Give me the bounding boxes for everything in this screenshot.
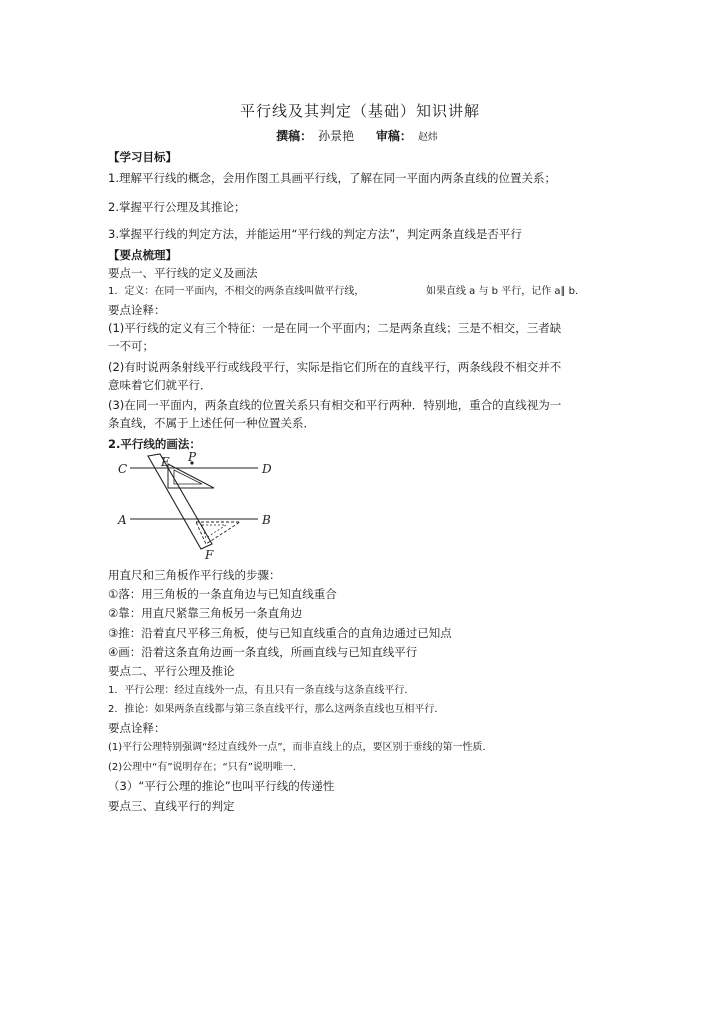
point3-heading: 要点三、直线平行的判定 xyxy=(108,799,235,813)
reviewer-name: 赵炜 xyxy=(417,132,438,143)
label-f: F xyxy=(205,548,214,562)
point1-note: (3)在同一平面内，两条直线的位置关系只有相交和平行两种．特别地，重合的直线视为一 xyxy=(108,398,562,412)
point1-note-heading: 要点诠释： xyxy=(108,303,166,317)
writer-name: 孙景艳 xyxy=(318,129,355,143)
writer-label: 撰稿： xyxy=(276,129,313,143)
label-c: C xyxy=(118,462,128,476)
label-b: B xyxy=(262,513,271,527)
point1-note: (1)平行线的定义有三个特征：一是在同一个平面内；二是两条直线；三是不相交，三者缺 xyxy=(108,321,562,335)
reviewer xyxy=(376,129,444,143)
step-item: ①落：用三角板的一条直角边与已知直线重合 xyxy=(108,587,337,601)
label-e: E xyxy=(161,455,170,469)
goals-heading: 【学习目标】 xyxy=(108,150,177,164)
point2-note: (1)平行公理特别强调“经过直线外一点”，而非直线上的点，要区别于垂线的第一性质． xyxy=(108,742,493,753)
point2-axiom: 1．平行公理：经过直线外一点，有且只有一条直线与这条直线平行． xyxy=(108,685,415,696)
goal-item: 1.理解平行线的概念，会用作图工具画平行线，了解在同一平面内两条直线的位置关系； xyxy=(108,171,556,185)
label-a: A xyxy=(118,513,127,527)
parallel-line-figure xyxy=(108,452,288,562)
point1-note: 条直线，不属于上述任何一种位置关系． xyxy=(108,416,315,430)
drawing-heading: 2.平行线的画法： xyxy=(108,437,201,451)
point2-corollary: 2．推论：如果两条直线都与第三条直线平行，那么这两条直线也互相平行． xyxy=(108,704,445,715)
point2-note-heading: 要点诠释： xyxy=(108,721,166,735)
step-item: ③推：沿着直尺平移三角板，使与已知直线重合的直角边通过已知点 xyxy=(108,626,452,640)
goal-item: 2.掌握平行公理及其推论； xyxy=(108,200,246,214)
points-heading: 【要点梳理】 xyxy=(108,248,177,262)
step-item: ②靠：用直尺紧靠三角板另一条直角边 xyxy=(108,606,303,620)
label-d: D xyxy=(262,462,272,476)
point2-note: (2)公理中“有”说明存在；“只有”说明唯一． xyxy=(108,762,303,773)
point1-note: 一不可； xyxy=(108,339,154,353)
steps-heading: 用直尺和三角板作平行线的步骤： xyxy=(108,568,281,582)
point1-note: 意味着它们就平行． xyxy=(108,378,212,392)
step-item: ④画：沿着这条直角边画一条直线，所画直线与已知直线平行 xyxy=(108,645,418,659)
page-title: 平行线及其判定（基础）知识讲解 xyxy=(239,102,480,120)
author-line xyxy=(0,127,720,144)
point2-heading: 要点二、平行公理及推论 xyxy=(108,664,235,678)
label-p: P xyxy=(188,452,197,464)
writer xyxy=(276,129,360,143)
reviewer-label: 审稿： xyxy=(375,129,412,143)
triangle-inner xyxy=(174,470,202,484)
point1-definition: 1．定义：在同一平面内，不相交的两条直线叫做平行线， xyxy=(108,286,365,297)
point1-note: (2)有时说两条射线平行或线段平行，实际是指它们所在的直线平行，两条线段不相交并不 xyxy=(108,360,562,374)
point1-definition-notation: 如果直线 a 与 b 平行，记作 a∥ b． xyxy=(426,286,586,297)
point1-heading: 要点一、平行线的定义及画法 xyxy=(108,266,258,280)
point2-note: （3）“平行公理的推论”也叫平行线的传递性 xyxy=(108,779,335,793)
triangle-dashed-inner xyxy=(202,525,226,538)
goal-item: 3.掌握平行线的判定方法，并能运用“平行线的判定方法”，判定两条直线是否平行 xyxy=(108,227,522,241)
